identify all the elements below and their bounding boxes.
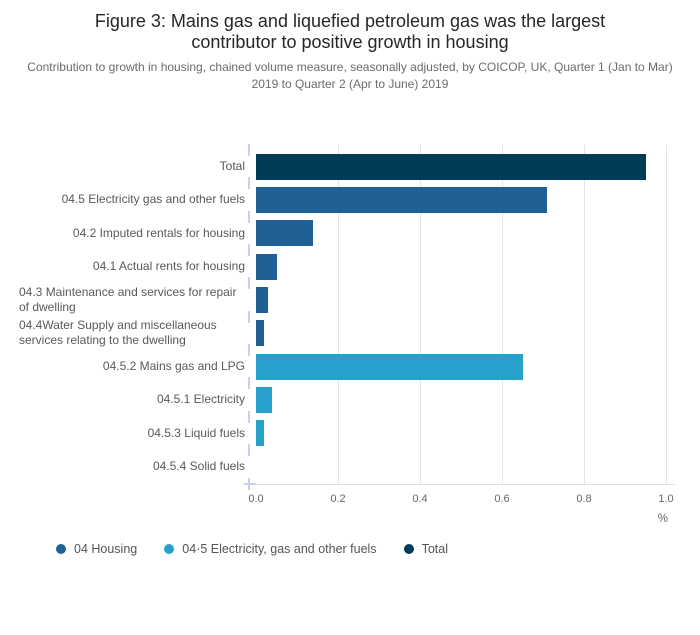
legend-dot-icon (404, 544, 414, 554)
x-axis-line (256, 484, 676, 485)
legend-item-total[interactable] (404, 542, 448, 556)
bar-04-1-actual-rents-for-housing[interactable] (256, 254, 277, 280)
bar-04-4water-supply-and-miscellaneous-services-relating-to-the-dwelling[interactable] (256, 320, 264, 346)
bar-04-5-3-liquid-fuels[interactable] (256, 420, 264, 446)
category-label-04-2-imputed-rentals-for-housing: 04.2 Imputed rentals for housing (72, 225, 245, 240)
category-label-04-5-3-liquid-fuels: 04.5.3 Liquid fuels (147, 425, 245, 440)
legend-item-04-5-electricity-gas-and-other-fuels[interactable] (164, 542, 376, 556)
bar-total[interactable] (256, 154, 646, 180)
legend-item-label: 04·5 Electricity, gas and other fuels (182, 542, 377, 556)
y-axis-corner-tick (244, 483, 256, 485)
gridline (584, 145, 585, 484)
category-label-04-5-4-solid-fuels: 04.5.4 Solid fuels (152, 459, 245, 474)
x-axis-tick-label: 0.2 (330, 493, 346, 505)
bar-04-3-maintenance-and-services-for-repair-of-dwelling[interactable] (256, 287, 268, 313)
legend-item-label: Total (421, 542, 448, 556)
category-label-04-4water-supply-and-miscellaneous-services-relating-to-the-dwelling: 04.4Water Supply and miscellaneous services relating to the dwelling (19, 317, 217, 348)
x-axis-unit-label: % (657, 513, 668, 525)
legend-dot-icon (56, 544, 66, 554)
y-axis-tick (248, 377, 250, 389)
x-axis-tick-label: 0.8 (576, 493, 592, 505)
category-label-04-5-1-electricity: 04.5.1 Electricity (156, 392, 245, 407)
category-label-04-3-maintenance-and-services-for-repair-of-dwelling: 04.3 Maintenance and services for repair of dwelling (19, 284, 237, 315)
legend-item-04-housing[interactable] (56, 542, 137, 556)
y-axis-tick (248, 411, 250, 423)
category-label-04-5-electricity-gas-and-other-fuels: 04.5 Electricity gas and other fuels (61, 192, 245, 207)
y-axis-tick (248, 444, 250, 456)
category-label-total: Total (219, 158, 245, 173)
figure-subtitle: Contribution to growth in housing, chained volume measure, seasonally adjusted, by COICOP, UK, Quarter 1 (Jan to Mar) 2019 to Quarter 2 (Apr to June) 2019 (27, 60, 673, 91)
y-axis-tick (248, 244, 250, 256)
category-label-04-1-actual-rents-for-housing: 04.1 Actual rents for housing (92, 258, 245, 273)
category-label-04-5-2-mains-gas-and-lpg: 04.5.2 Mains gas and LPG (102, 359, 245, 374)
gridline (666, 145, 667, 484)
y-axis-tick (248, 211, 250, 223)
legend (56, 542, 448, 556)
y-axis-tick (248, 177, 250, 189)
figure-title: Figure 3: Mains gas and liquefied petroleum gas was the largest contributor to positive growth in housing (94, 11, 606, 52)
x-axis-tick-label: 0.6 (494, 493, 510, 505)
x-axis-tick-label: 0.0 (248, 493, 264, 505)
legend-dot-icon (164, 544, 174, 554)
legend-item-label: 04 Housing (74, 542, 138, 556)
y-axis-tick (248, 144, 250, 156)
bar-04-5-1-electricity[interactable] (256, 387, 272, 413)
bar-04-5-2-mains-gas-and-lpg[interactable] (256, 354, 523, 380)
x-axis-tick-label: 0.4 (412, 493, 428, 505)
x-axis-tick-label: 1.0 (658, 493, 674, 505)
bar-04-2-imputed-rentals-for-housing[interactable] (256, 220, 313, 246)
bar-04-5-electricity-gas-and-other-fuels[interactable] (256, 187, 547, 213)
